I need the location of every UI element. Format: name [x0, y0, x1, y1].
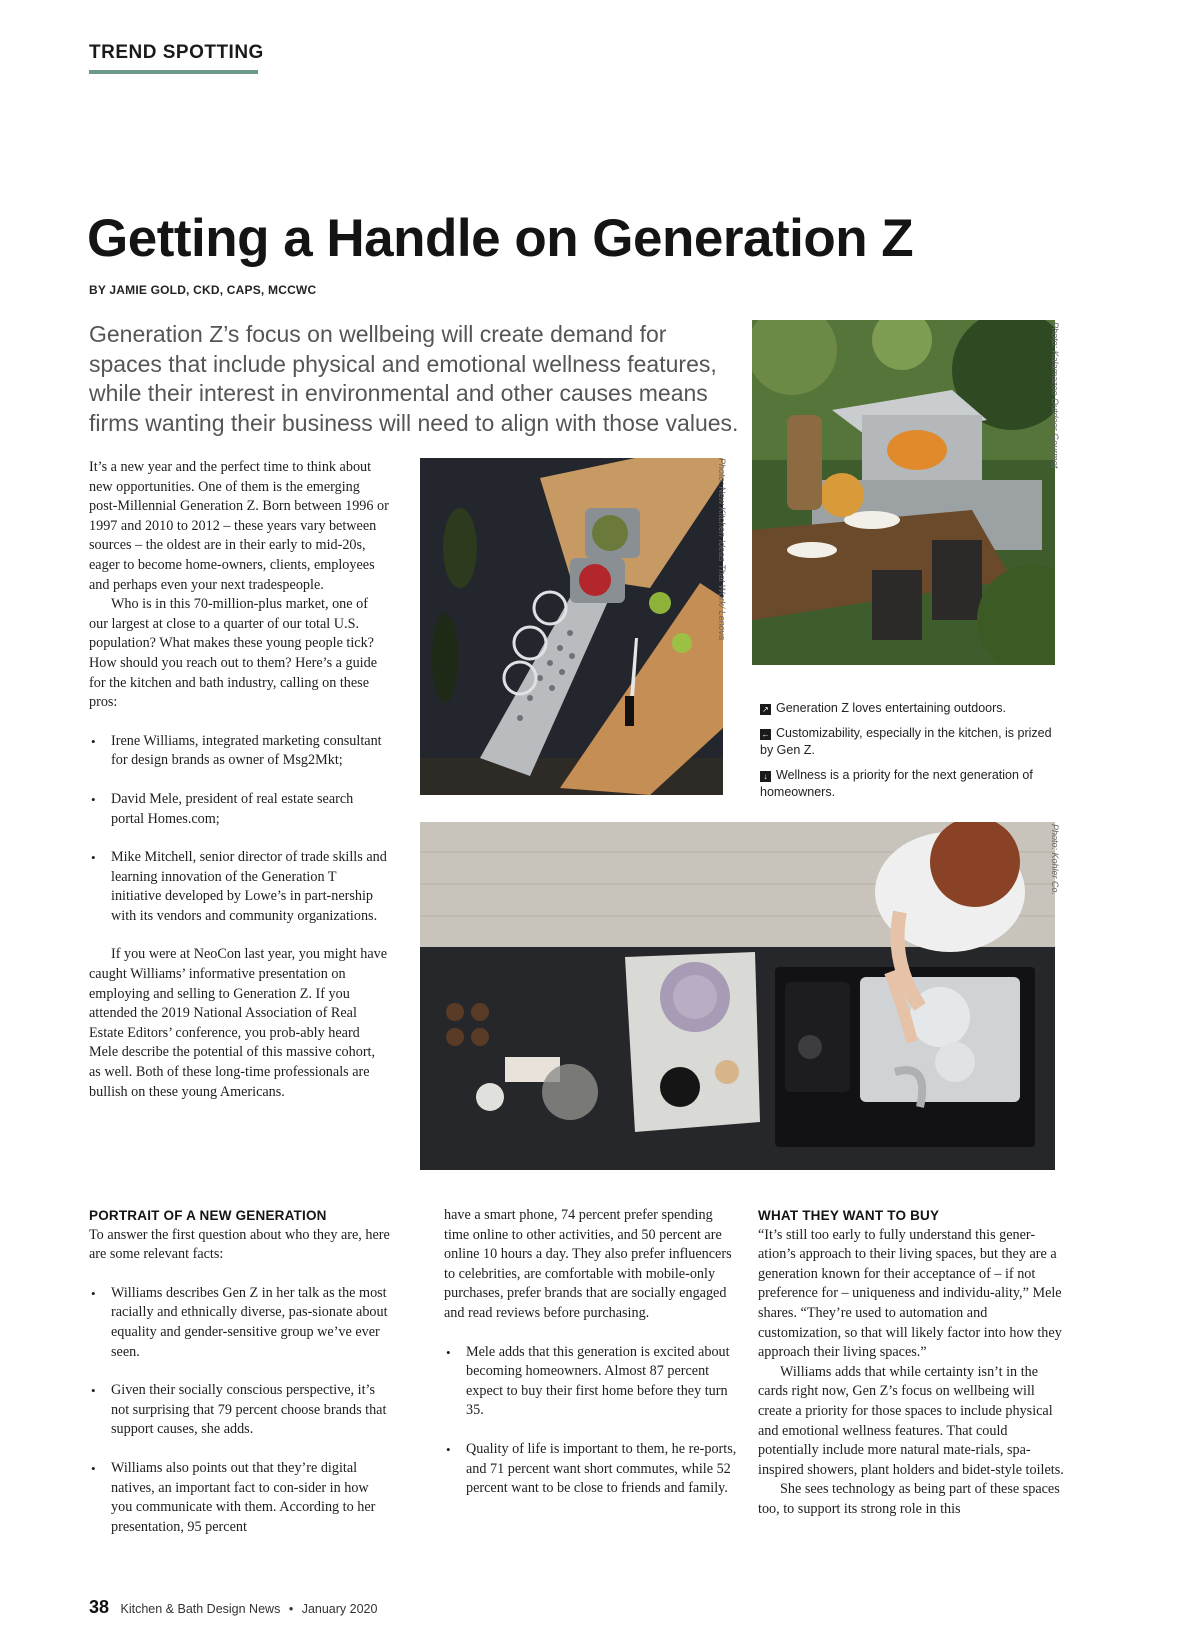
wants-column [758, 1206, 1068, 1520]
section-rule [89, 70, 258, 74]
outdoor-kitchen-photo [752, 320, 1055, 665]
list-item: • David Mele, president of real estate search portal Homes.com; [89, 790, 389, 829]
photo-credit: Photo: New Kitchen Ideas That Work/ Lenova [717, 458, 727, 641]
sink-accessory-photo [420, 458, 723, 795]
portrait-column [89, 1206, 391, 1537]
body-paragraph: To answer the first question about who they are, here are some relevant facts: [89, 1226, 390, 1263]
photo-captions [760, 700, 1060, 809]
intro-paragraph: If you were at NeoCon last year, you might have caught Williams’ informative presentation on employing and selling to Generation Z. If you attended the 2019 National Association of Real Estate Editors’ conference, you prob-ably heard Mele describe the potential of this massive cohort, as well. Both of these long-time professionals are bullish on these young Americans. [89, 946, 388, 1100]
section-label: TREND SPOTTING [89, 42, 264, 63]
caption-text: Generation Z loves entertaining outdoors. [776, 701, 1006, 715]
body-paragraph: have a smart phone, 74 percent prefer spending time online to other activities, and 50 percent are online 10 hours a day. They also prefer influencers to celebrities, are comfortable with mobile-only purchases, prefer brands that are socially engaged and read reviews before purchasing. [444, 1207, 732, 1321]
issue-date: January 2020 [301, 1602, 378, 1616]
body-paragraph: She sees technology as being part of these spaces too, to support its strong role in this [758, 1481, 1060, 1517]
list-item: • Quality of life is important to them, he re-ports, and 71 percent want short commutes, while 52 percent want to be close to friends and family. [444, 1440, 737, 1499]
intro-paragraph: It’s a new year and the perfect time to think about new opportunities. One of them is the emerging post-Millennial Generation Z. Born between 1996 or 1997 and 2010 to 2012 – these years vary between sources – the oldest are in their early to mid-20s, eager to become home-owners, clients, employees and perhaps even your next tradespeople. [89, 459, 389, 593]
list-item: • Given their socially conscious perspective, it’s not surprising that 79 percent choose brands that support causes, she adds. [89, 1381, 391, 1440]
body-paragraph: “It’s still too early to fully understand this gener-ation’s approach to their living spaces, but they are a generation known for their acceptance of – if not preference for – uniqueness and individu-ality,” Mele shares. “They’re used to automation and customization, so that will likely factor into how they approach their living spaces.” [758, 1226, 1062, 1361]
photo-credit: Photo: Kohler Co. [1050, 824, 1060, 896]
list-item: • Williams also points out that they’re digital natives, an important fact to con-sider in how you communicate with them. According to her presentation, 95 percent [89, 1459, 391, 1537]
page-number: 38 [89, 1597, 110, 1617]
list-item: • Irene Williams, integrated marketing consultant for design brands as owner of Msg2Mkt; [89, 732, 389, 771]
list-item: • Mike Mitchell, senior director of trade skills and learning innovation of the Generation T initiative developed by Lowe’s in part-nership with its vendors and community organizations. [89, 848, 389, 926]
caption [760, 767, 1060, 801]
photo-credit: Photo: Kalamazoo Outdoor Gourmet [1050, 322, 1060, 469]
publication-name: Kitchen & Bath Design News [120, 1602, 281, 1616]
arrow-left-icon: ← [761, 730, 770, 739]
caption-text: Customizability, especially in the kitchen, is prized by Gen Z. [760, 726, 1052, 757]
facts-list [444, 1343, 737, 1499]
pros-list [89, 732, 389, 927]
kitchen-counter-photo [420, 822, 1055, 1170]
section-subhead: WHAT THEY WANT TO BUY [758, 1208, 940, 1223]
deck-text: Generation Z’s focus on wellbeing will create demand for spaces that include physical and emotional wellness features, while their interest in environmental and other causes means firms wanting their business will need to align with those values. [89, 321, 739, 436]
body-paragraph: Williams adds that while certainty isn’t in the cards right now, Gen Z’s focus on wellbeing will create a priority for those spaces to include physical and emotional wellness features. That could potentially include more natural mate-rials, spa-inspired showers, plant holders and bidet-style toilets. [758, 1363, 1064, 1478]
caption [760, 700, 1060, 717]
intro-paragraph: Who is in this 70-million-plus market, one of our largest at close to a quarter of our total U.S. population? What makes these young people tick? How should you reach out to them? Here’s a guide for the kitchen and bath industry, calling on these pros: [89, 596, 378, 711]
facts-column [444, 1206, 737, 1499]
list-item: • Mele adds that this generation is excited about becoming homeowners. Almost 87 percent expect to buy their first home before they turn 35. [444, 1343, 737, 1421]
arrow-up-right-icon: ↗ [760, 704, 771, 715]
byline: BY JAMIE GOLD, CKD, CAPS, MCCWC [89, 283, 317, 297]
intro-column [89, 458, 389, 1102]
page-title: Getting a Handle on Generation Z [87, 209, 914, 268]
arrow-down-icon: ↓ [760, 771, 771, 782]
footer-separator: • [288, 1602, 294, 1616]
list-item: • Williams describes Gen Z in her talk as the most racially and ethnically diverse, pas-sionate about equality and gender-sensitive group we’ve ever seen. [89, 1284, 391, 1362]
caption-text: Wellness is a priority for the next generation of homeowners. [760, 768, 1033, 799]
page-footer [89, 1597, 377, 1618]
section-subhead: PORTRAIT OF A NEW GENERATION [89, 1208, 327, 1223]
facts-list [89, 1284, 391, 1538]
caption [760, 725, 1060, 759]
